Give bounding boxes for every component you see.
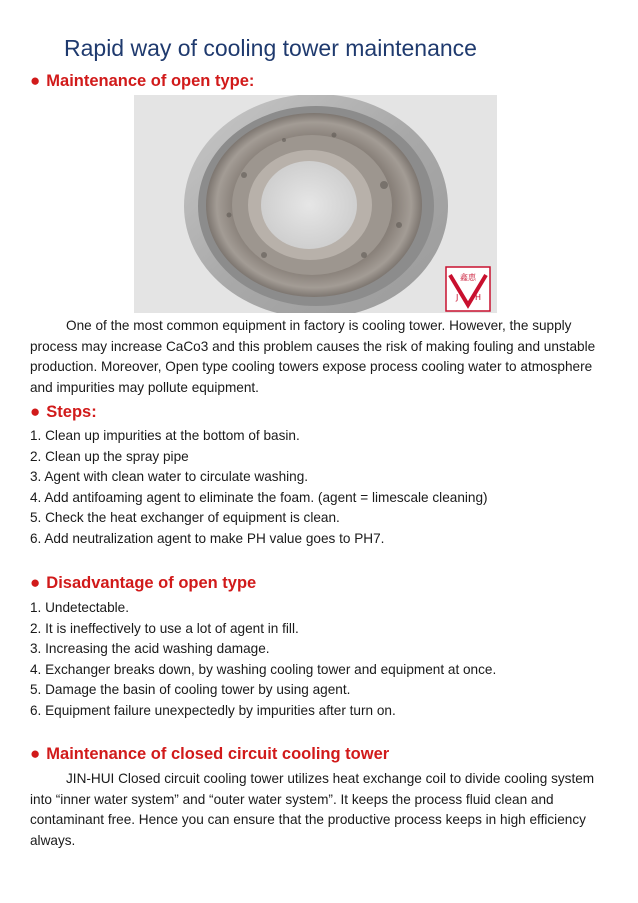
open-type-paragraph: One of the most common equipment in factory is cooling tower. However, the supply process may increase CaCo3 and this problem causes the risk of making fouling and unstable production. Moreover, Open type cooling towers expose process cooling water to atmosphere and impurities may pollute equipment. xyxy=(30,318,596,395)
list-item: 2. It is ineffectively to use a lot of agent in fill. xyxy=(30,620,299,636)
list-item: 5. Damage the basin of cooling tower by using agent. xyxy=(30,682,351,697)
svg-text:鑫惠: 鑫惠 xyxy=(460,273,476,282)
list-item: 6. Equipment failure unexpectedly by impurities after turn on. xyxy=(30,702,396,718)
bullet-icon: ● xyxy=(30,402,41,421)
list-item: 3. Increasing the acid washing damage. xyxy=(30,641,270,656)
svg-text:H: H xyxy=(475,293,482,302)
closed-circuit-paragraph: JIN-HUI Closed circuit cooling tower utilizes heat exchange coil to divide cooling system into “inner water system” and “outer water system”. It keeps the process fluid clean and contaminant free. Hence you can ensure that the productive process keeps in high efficiency always. xyxy=(30,771,595,848)
list-item: 4. Exchanger breaks down, by washing cooling tower and equipment at once. xyxy=(30,661,497,677)
scaled-pipe-photo xyxy=(134,95,497,313)
section-heading-open-type: ● Maintenance of open type: xyxy=(30,71,255,90)
bullet-icon: ● xyxy=(30,744,41,763)
svg-text:J: J xyxy=(456,293,459,302)
list-item: 5. Check the heat exchanger of equipment is clean. xyxy=(30,510,340,525)
list-item: 4. Add antifoaming agent to eliminate the foam. (agent = limescale cleaning) xyxy=(30,489,488,505)
section-heading-disadvantage: ● Disadvantage of open type xyxy=(30,573,257,592)
list-item: 3. Agent with clean water to circulate washing. xyxy=(30,469,309,484)
list-item: 2. Clean up the spray pipe xyxy=(30,448,189,464)
section-heading-steps: ● Steps: xyxy=(30,402,97,421)
jin-hui-logo-icon xyxy=(446,267,490,311)
bullet-icon: ● xyxy=(30,573,41,592)
list-item: 1. Clean up impurities at the bottom of basin. xyxy=(30,428,300,443)
list-item: 1. Undetectable. xyxy=(30,600,129,615)
disadvantage-list xyxy=(30,598,496,721)
section-heading-closed-circuit: ● Maintenance of closed circuit cooling tower xyxy=(30,744,390,763)
steps-list xyxy=(30,426,488,549)
bullet-icon: ● xyxy=(30,71,41,90)
list-item: 6. Add neutralization agent to make PH value goes to PH7. xyxy=(30,530,385,546)
page-title: Rapid way of cooling tower maintenance xyxy=(64,35,477,61)
